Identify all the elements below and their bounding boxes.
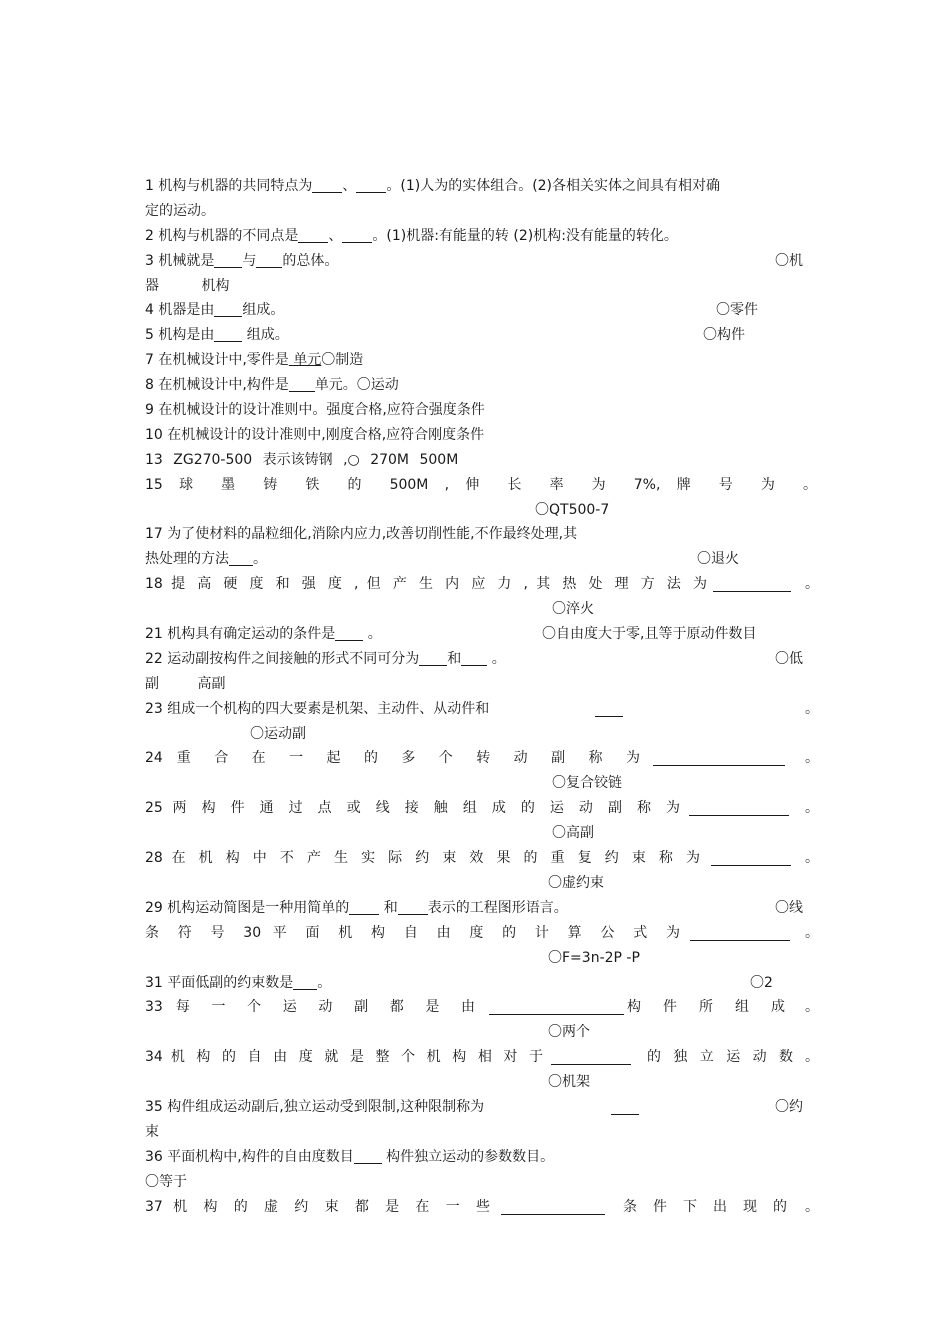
blank [335, 626, 363, 641]
blank [349, 900, 379, 915]
blank [501, 1200, 605, 1215]
question-33-answer [145, 1020, 817, 1045]
question-28-answer [145, 871, 817, 896]
question-list [145, 174, 817, 1219]
question-9: 9 在机械设计的设计准则中。强度合格,应符合强度条件 [145, 402, 485, 419]
question-34: 34 机 构 的 自 由 度 就 是 整 个 机 构 相 对 于 的 独 立 运 动 数 。 [145, 1049, 819, 1066]
question-23-answer [145, 722, 817, 747]
question-34-answer [145, 1070, 817, 1095]
question-35: 35 构件组成运动副后,独立运动受到限制,这种限制称为 〇约 [145, 1095, 817, 1120]
question-18-answer [145, 597, 817, 622]
blank [256, 253, 282, 268]
blank [342, 228, 372, 243]
answer: 〇构件 [703, 327, 745, 344]
question-7: 7 在机械设计中,零件是 单元〇制造 [145, 352, 364, 369]
answer: 〇2 [750, 974, 773, 991]
question-8: 8 在机械设计中,构件是 单元。〇运动 [145, 377, 399, 394]
blank [298, 228, 328, 243]
blank [214, 302, 242, 317]
question-22: 22 运动副按构件之间接触的形式不同可分为 和 。 〇低 [145, 647, 817, 672]
answer: 〇退火 [697, 551, 739, 568]
blank [551, 1050, 631, 1065]
blank [690, 926, 790, 941]
question-22-cont: 副 高副 [145, 675, 226, 692]
question-24: 24 重 合 在 一 起 的 多 个 转 动 副 称 为 。 [145, 750, 819, 767]
question-10: 10 在机械设计的设计准则中,刚度合格,应符合刚度条件 [145, 426, 485, 443]
question-18: 18 提 高 硬 度 和 强 度 , 但 产 生 内 应 力 , 其 热 处 理 方 法 为 。 [145, 576, 819, 593]
question-2: 2 机构与机器的不同点是 、 。(1)机器:有能量的转 (2)机构:没有能量的转化。 [145, 227, 678, 244]
question-37: 37 机 构 的 虚 约 束 都 是 在 一 些 条 件 下 出 现 的 。 [145, 1198, 819, 1215]
blank [595, 702, 623, 717]
question-5: 5 机构是由 组成。 〇构件 [145, 323, 817, 348]
blank [214, 327, 242, 342]
question-30-answer [145, 946, 817, 971]
answer: 〇等于 [145, 1173, 187, 1190]
question-36-answer [145, 1170, 817, 1195]
question-25-answer [145, 821, 817, 846]
question-36: 36 平面机构中,构件的自由度数目 构件独立运动的参数数目。 [145, 1148, 555, 1165]
answer: 〇自由度大于零,且等于原动件数目 [542, 626, 757, 643]
question-15: 15 球 墨 铸 铁 的 500M , 伸 长 率 为 7%, 牌 号 为 。 [145, 476, 817, 493]
answer: 〇虚约束 [548, 874, 604, 891]
answer: 〇线 [775, 899, 803, 916]
question-33: 33 每 一 个 运 动 副 都 是 由 构 件 所 组 成 。 [145, 999, 819, 1016]
answer: 〇淬火 [552, 601, 594, 618]
answer: 〇两个 [548, 1024, 590, 1041]
answer: 〇零件 [716, 302, 758, 319]
blank [354, 1149, 382, 1164]
blank [419, 651, 447, 666]
blank [489, 1000, 624, 1015]
question-15-answer [145, 498, 817, 523]
blank [689, 801, 789, 816]
question-21: 21 机构具有确定运动的条件是 。 〇自由度大于零,且等于原动件数目 [145, 622, 817, 647]
answer: 〇F=3n-2P -P [548, 949, 640, 966]
blank [293, 975, 317, 990]
question-23: 23 组成一个机构的四大要素是机架、主动件、从动件和 。 [145, 700, 819, 717]
question-17-cont: 热处理的方法 。 〇退火 [145, 547, 817, 572]
question-25: 25 两 构 件 通 过 点 或 线 接 触 组 成 的 运 动 副 称 为 。 [145, 800, 819, 817]
question-31: 31 平面低副的约束数是 。 〇2 [145, 971, 817, 996]
answer: 〇制造 [321, 352, 364, 369]
blank [229, 551, 253, 566]
question-24-answer [145, 771, 817, 796]
answer: 〇约 [775, 1098, 803, 1115]
answer: 〇运动副 [250, 725, 306, 742]
question-4: 4 机器是由 组成。 〇零件 [145, 298, 817, 323]
question-1: 1 机构与机器的共同特点为 、 。(1)人为的实体组合。(2)各相关实体之间具有相对确 [145, 178, 721, 194]
blank [398, 900, 428, 915]
blank [611, 1100, 639, 1115]
question-3-cont: 器 机构 [145, 277, 230, 294]
question-30: 条 符 号 30 平 面 机 构 自 由 度 的 计 算 公 式 为 。 [145, 924, 819, 941]
blank [713, 577, 791, 592]
question-17: 17 为了使材料的晶粒细化,消除内应力,改善切削性能,不作最终处理,其 [145, 526, 578, 543]
answer: 〇低 [775, 650, 803, 667]
question-35-cont: 束 [145, 1123, 159, 1140]
answer: 〇机 [775, 252, 803, 269]
question-3: 3 机械就是 与 的总体。 〇机 [145, 249, 817, 274]
question-28: 28 在 机 构 中 不 产 生 实 际 约 束 效 果 的 重 复 约 束 称 为 。 [145, 850, 819, 867]
blank [653, 751, 785, 766]
question-1-cont: 定的运动。 [145, 202, 215, 219]
blank [356, 178, 386, 193]
blank [289, 377, 315, 392]
question-29: 29 机构运动简图是一种用简单的 和 表示的工程图形语言。 〇线 [145, 896, 817, 921]
answer: 〇QT500-7 [535, 501, 610, 518]
answer: 〇高副 [552, 825, 594, 842]
question-13: 13 ZG270-500 表示该铸钢 ,○ 270M 500M [145, 451, 459, 468]
blank [711, 851, 791, 866]
answer: 〇复合铰链 [552, 775, 622, 792]
blank [312, 178, 342, 193]
blank [214, 253, 242, 268]
blank [461, 651, 487, 666]
answer: 〇机架 [548, 1074, 590, 1091]
